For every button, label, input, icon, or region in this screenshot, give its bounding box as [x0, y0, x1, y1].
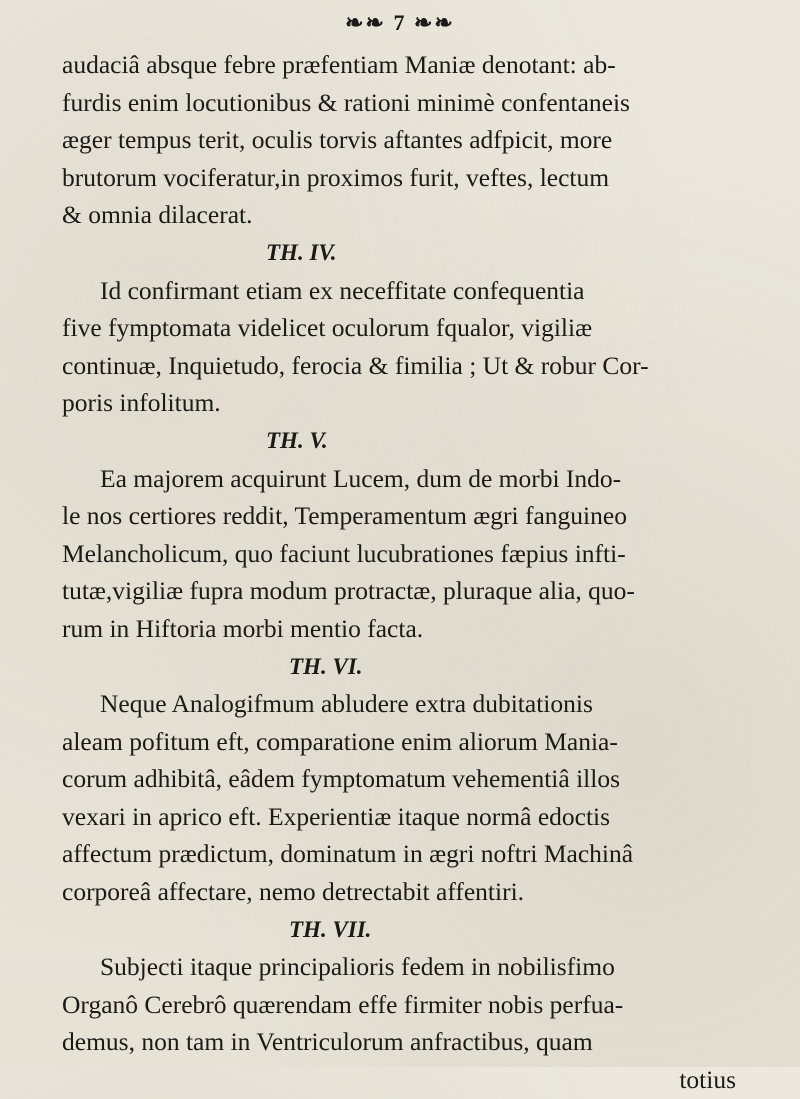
section-heading: TH. VII. [289, 916, 372, 942]
body-text [62, 46, 788, 1099]
text-line: corum adhibitâ, eâdem fymptomatum vehementiâ illos [62, 764, 621, 794]
ornament-left-icon: ❧❧ [345, 10, 394, 35]
text-line: Ea majorem acquirunt Lucem, dum de morbi Indo- [100, 463, 622, 493]
catchword: totius [679, 1065, 736, 1095]
section-heading: TH. VI. [289, 653, 363, 679]
text-line: demus, non tam in Ventriculorum anfractibus, quam [62, 1027, 593, 1057]
text-line: corporeâ affectare, nemo detrectabit affentiri. [62, 877, 525, 907]
text-line: Organô Cerebrô quærendam effe firmiter nobis perfua- [62, 989, 624, 1019]
text-line: tutæ,vigiliæ fupra modum protractæ, pluraque alia, quo- [62, 576, 635, 606]
page-number: 7 [393, 10, 407, 35]
text-line: vexari in aprico eft. Experientiæ itaque normâ edoctis [62, 801, 611, 831]
text-line: five fymptomata videlicet oculorum fqualor, vigiliæ [62, 313, 593, 343]
text-line: Neque Analogifmum abludere extra dubitationis [100, 689, 593, 719]
text-line: Id confirmant etiam ex neceffitate confequentia [100, 275, 585, 305]
text-line: Melancholicum, quo faciunt lucubrationes fæpius infti- [62, 538, 626, 568]
ornament-right-icon: ❧❧ [406, 10, 455, 35]
text-line: Subjecti itaque principalioris fedem in nobilisfimo [100, 952, 615, 982]
text-line: brutorum vociferatur,in proximos furit, veftes, lectum [62, 162, 610, 192]
page-header [0, 10, 800, 36]
text-line: le nos certiores reddit, Temperamentum ægri fanguineo [62, 501, 627, 531]
text-line: audaciâ absque febre præfentiam Maniæ denotant: ab- [62, 50, 616, 79]
text-line: æger tempus terit, oculis torvis aftantes adfpicit, more [62, 125, 613, 155]
section-heading: TH. IV. [266, 239, 337, 265]
section-heading: TH. V. [266, 427, 328, 453]
text-line: furdis enim locutionibus & rationi minimè confentaneis [62, 87, 630, 117]
text-line: aleam pofitum eft, comparatione enim aliorum Mania- [62, 726, 618, 756]
text-line: & omnia dilacerat. [62, 200, 253, 230]
text-line: poris infolitum. [62, 388, 221, 418]
text-line: rum in Hiftoria morbi mentio facta. [62, 613, 424, 643]
text-line: affectum prædictum, dominatum in ægri noftri Machinâ [62, 839, 634, 869]
text-line: continuæ, Inquietudo, ferocia & fimilia ; Ut & robur Cor- [62, 350, 649, 380]
